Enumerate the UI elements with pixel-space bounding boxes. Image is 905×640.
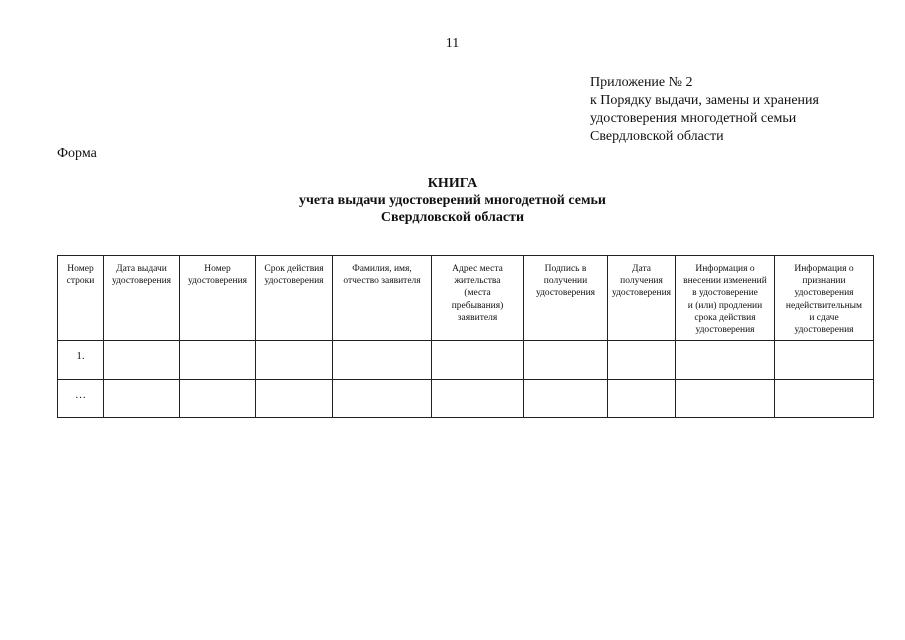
column-header-line: пребывания) bbox=[451, 300, 504, 311]
column-header bbox=[104, 256, 180, 341]
column-header-line: Информация о bbox=[695, 264, 755, 274]
column-header-line: получения bbox=[620, 276, 663, 287]
column-header-line: жительства bbox=[454, 276, 501, 287]
table-cell bbox=[524, 341, 608, 380]
column-header-line: Фамилия, имя, bbox=[352, 264, 412, 274]
column-header bbox=[608, 256, 676, 341]
column-header bbox=[333, 256, 432, 341]
appendix-line: к Порядку выдачи, замены и хранения bbox=[590, 93, 819, 108]
column-header-line: удостоверения bbox=[611, 288, 672, 299]
column-header bbox=[432, 256, 524, 341]
title-line-1: КНИГА bbox=[427, 176, 478, 191]
column-header-line: Адрес места bbox=[452, 264, 503, 274]
column-header-line: Подпись в bbox=[544, 264, 587, 274]
table-body bbox=[58, 341, 874, 418]
column-header-line: Информация о bbox=[794, 264, 854, 274]
column-header-line: удостоверения bbox=[111, 276, 172, 287]
column-header-line: и (или) продлении bbox=[687, 300, 763, 311]
title-line-2: учета выдачи удостоверений многодетной семьи bbox=[299, 193, 606, 208]
column-header-line: внесении изменений bbox=[683, 276, 767, 287]
appendix-line: Приложение № 2 bbox=[590, 75, 693, 90]
column-header-line: удостоверения bbox=[535, 288, 596, 299]
column-header bbox=[775, 256, 874, 341]
table-header-row bbox=[58, 256, 874, 341]
table-cell bbox=[676, 341, 775, 380]
column-header-line: признании bbox=[802, 276, 846, 287]
table-cell bbox=[333, 341, 432, 380]
column-header bbox=[524, 256, 608, 341]
form-label: Форма bbox=[57, 146, 97, 161]
column-header-line: в удостоверение bbox=[692, 288, 758, 299]
page-number: 11 bbox=[445, 36, 460, 51]
column-header-line: отчество заявителя bbox=[343, 276, 421, 287]
column-header-line: Дата выдачи bbox=[116, 264, 167, 274]
column-header-line: удостоверения bbox=[695, 325, 755, 336]
column-header bbox=[58, 256, 104, 341]
table-cell bbox=[524, 380, 608, 418]
column-header-line: Дата bbox=[632, 264, 651, 274]
column-header-line: недействительным bbox=[785, 300, 863, 311]
table-cell bbox=[180, 380, 256, 418]
table-cell bbox=[104, 380, 180, 418]
column-header-line: удостоверения bbox=[794, 325, 854, 336]
column-header-line: Номер bbox=[67, 264, 94, 274]
column-header-line: строки bbox=[66, 276, 95, 287]
column-header-line: получении bbox=[543, 276, 588, 287]
table-cell bbox=[432, 380, 524, 418]
column-header bbox=[256, 256, 333, 341]
column-header-line: и сдаче bbox=[809, 312, 839, 323]
column-header-line: Номер bbox=[204, 264, 231, 274]
table-cell bbox=[608, 341, 676, 380]
column-header-line: удостоверения bbox=[794, 288, 854, 299]
column-header-line: удостоверения bbox=[264, 276, 324, 287]
column-header-line: (места bbox=[464, 288, 491, 299]
table-cell bbox=[104, 341, 180, 380]
appendix-line: Свердловской области bbox=[590, 129, 724, 144]
appendix-line: удостоверения многодетной семьи bbox=[590, 111, 797, 126]
column-header-line: срока действия bbox=[694, 312, 756, 323]
column-header-line: удостоверения bbox=[187, 276, 248, 287]
column-header-line: заявителя bbox=[457, 312, 498, 323]
table-cell: 1. bbox=[58, 341, 104, 380]
title-line-3: Свердловской области bbox=[380, 210, 525, 225]
column-header bbox=[180, 256, 256, 341]
table-cell bbox=[775, 341, 874, 380]
column-header-line: Срок действия bbox=[264, 264, 324, 274]
table-cell bbox=[256, 341, 333, 380]
table-cell bbox=[775, 380, 874, 418]
document-title bbox=[0, 175, 905, 226]
column-header bbox=[676, 256, 775, 341]
table-row bbox=[58, 341, 874, 380]
appendix-note bbox=[590, 74, 819, 146]
table-cell bbox=[432, 341, 524, 380]
table-cell bbox=[256, 380, 333, 418]
table-cell: … bbox=[58, 380, 104, 418]
table-row bbox=[58, 380, 874, 418]
table-cell bbox=[333, 380, 432, 418]
table-cell bbox=[180, 341, 256, 380]
table-cell bbox=[608, 380, 676, 418]
table-cell bbox=[676, 380, 775, 418]
registry-table bbox=[57, 255, 874, 418]
